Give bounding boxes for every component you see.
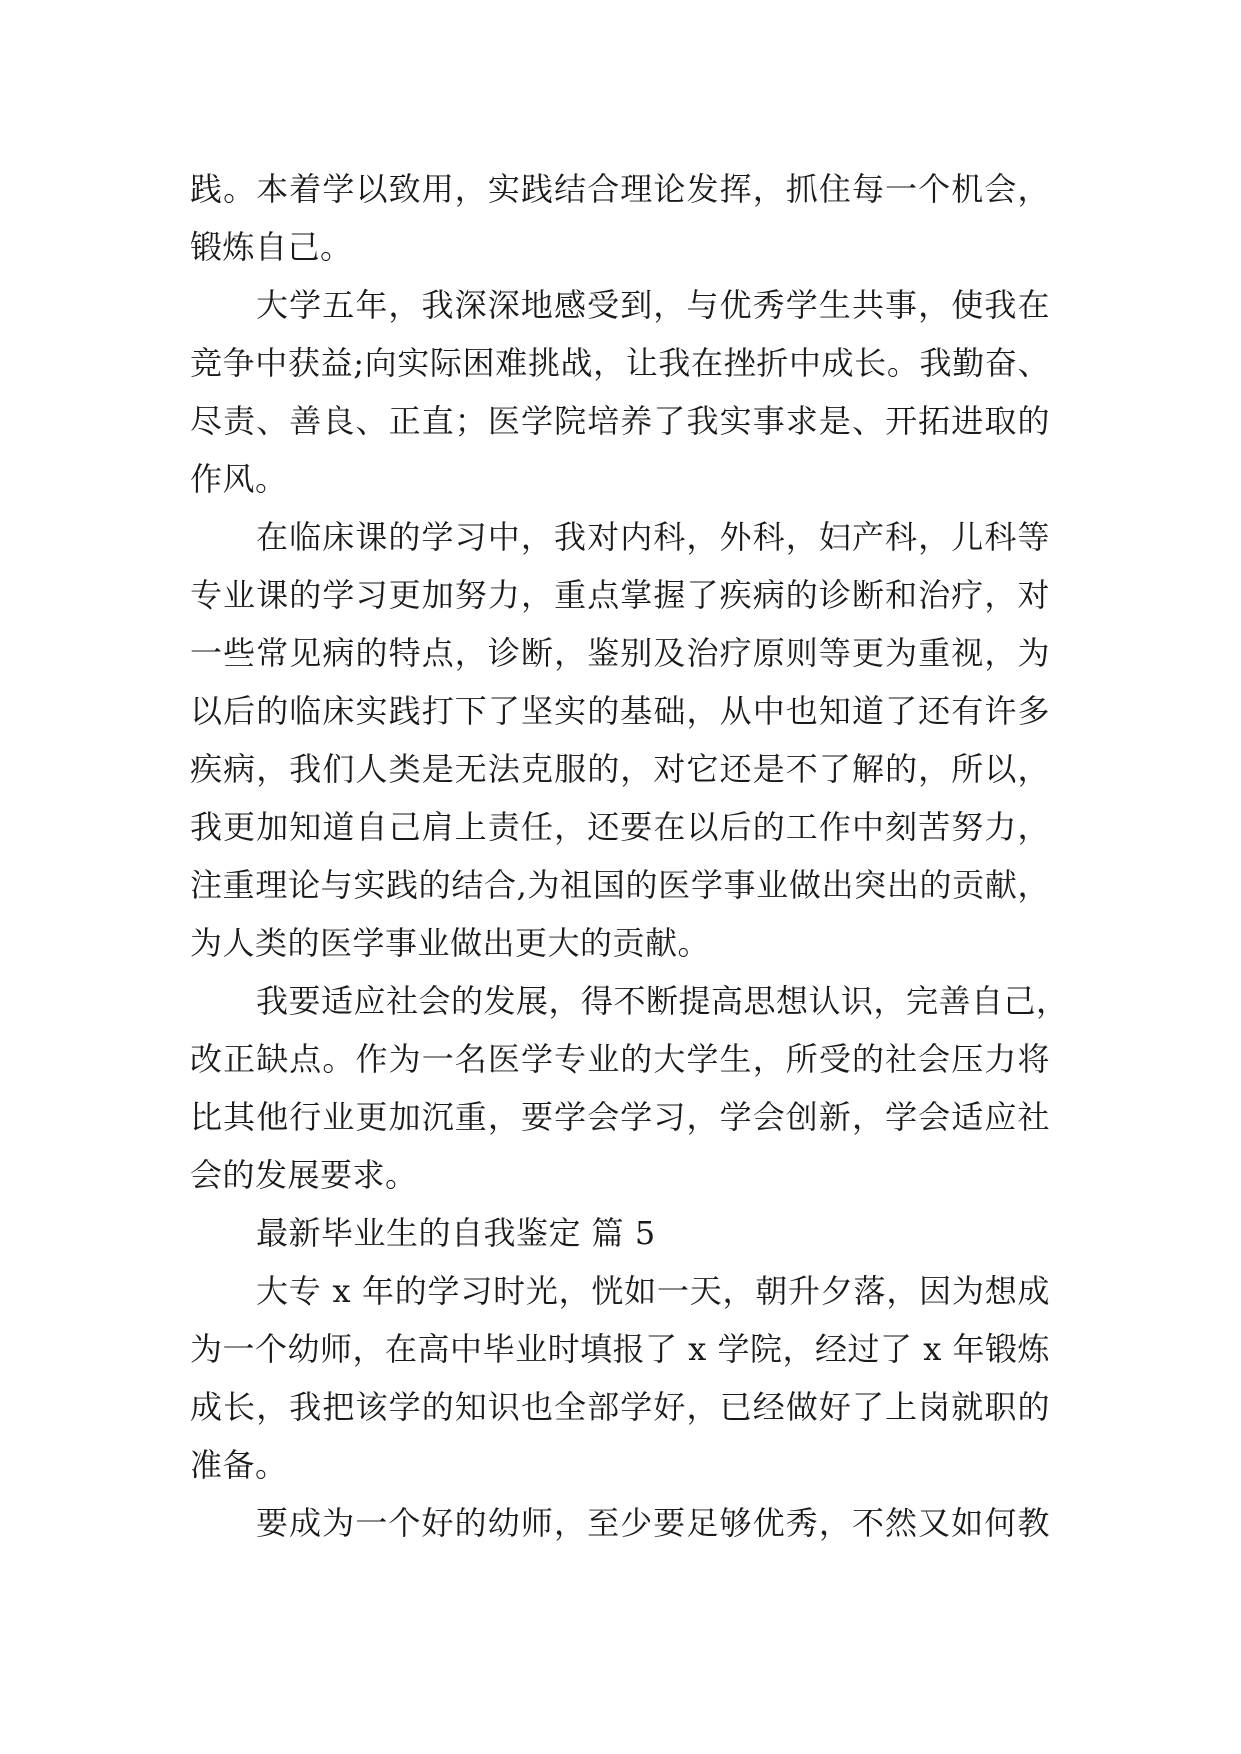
text-line: 成长，我把该学的知识也全部学好，已经做好了上岗就职的 xyxy=(190,1388,1050,1426)
document-body xyxy=(190,160,1069,1552)
text-line: 锻炼自己。 xyxy=(190,228,353,266)
section-heading: 最新毕业生的自我鉴定 篇 5 xyxy=(256,1214,656,1252)
text-line: 以后的临床实践打下了坚实的基础，从中也知道了还有许多 xyxy=(190,692,1050,730)
text-line: 践。本着学以致用，实践结合理论发挥，抓住每一个机会， xyxy=(190,170,1050,208)
text-line: 我要适应社会的发展，得不断提高思想认识，完善自己， xyxy=(256,982,1069,1020)
text-line: 为人类的医学事业做出更大的贡献。 xyxy=(190,924,711,962)
text-line: 尽责、善良、正直；医学院培养了我实事求是、开拓进取的 xyxy=(190,402,1050,440)
text-line: 专业课的学习更加努力，重点掌握了疾病的诊断和治疗，对 xyxy=(190,576,1050,614)
text-line: 注重理论与实践的结合,为祖国的医学事业做出突出的贡献， xyxy=(190,866,1050,904)
paragraph-2 xyxy=(190,276,1050,508)
text-line: 要成为一个好的幼师，至少要足够优秀，不然又如何教 xyxy=(256,1504,1050,1542)
paragraph-1 xyxy=(190,160,1050,276)
text-line: 一些常见病的特点，诊断，鉴别及治疗原则等更为重视，为 xyxy=(190,634,1050,672)
text-line: 大专 x 年的学习时光，恍如一天，朝升夕落，因为想成 xyxy=(256,1272,1050,1310)
text-line: 作风。 xyxy=(190,460,288,498)
text-line: 竞争中获益;向实际困难挑战，让我在挫折中成长。我勤奋、 xyxy=(190,344,1050,382)
paragraph-4 xyxy=(190,972,1069,1204)
text-line: 大学五年，我深深地感受到，与优秀学生共事，使我在 xyxy=(256,286,1050,324)
text-line: 比其他行业更加沉重，要学会学习，学会创新，学会适应社 xyxy=(190,1098,1050,1136)
paragraph-5 xyxy=(190,1262,1050,1494)
text-line: 疾病，我们人类是无法克服的，对它还是不了解的，所以， xyxy=(190,750,1050,788)
text-line: 改正缺点。作为一名医学专业的大学生，所受的社会压力将 xyxy=(190,1040,1050,1078)
text-line: 准备。 xyxy=(190,1446,288,1484)
text-line: 为一个幼师，在高中毕业时填报了 x 学院，经过了 x 年锻炼 xyxy=(190,1330,1050,1368)
text-line: 我更加知道自己肩上责任，还要在以后的工作中刻苦努力， xyxy=(190,808,1050,846)
paragraph-3 xyxy=(190,508,1050,972)
text-line: 在临床课的学习中，我对内科，外科，妇产科，儿科等 xyxy=(256,518,1050,556)
paragraph-6 xyxy=(190,1494,1050,1552)
text-line: 会的发展要求。 xyxy=(190,1156,418,1194)
